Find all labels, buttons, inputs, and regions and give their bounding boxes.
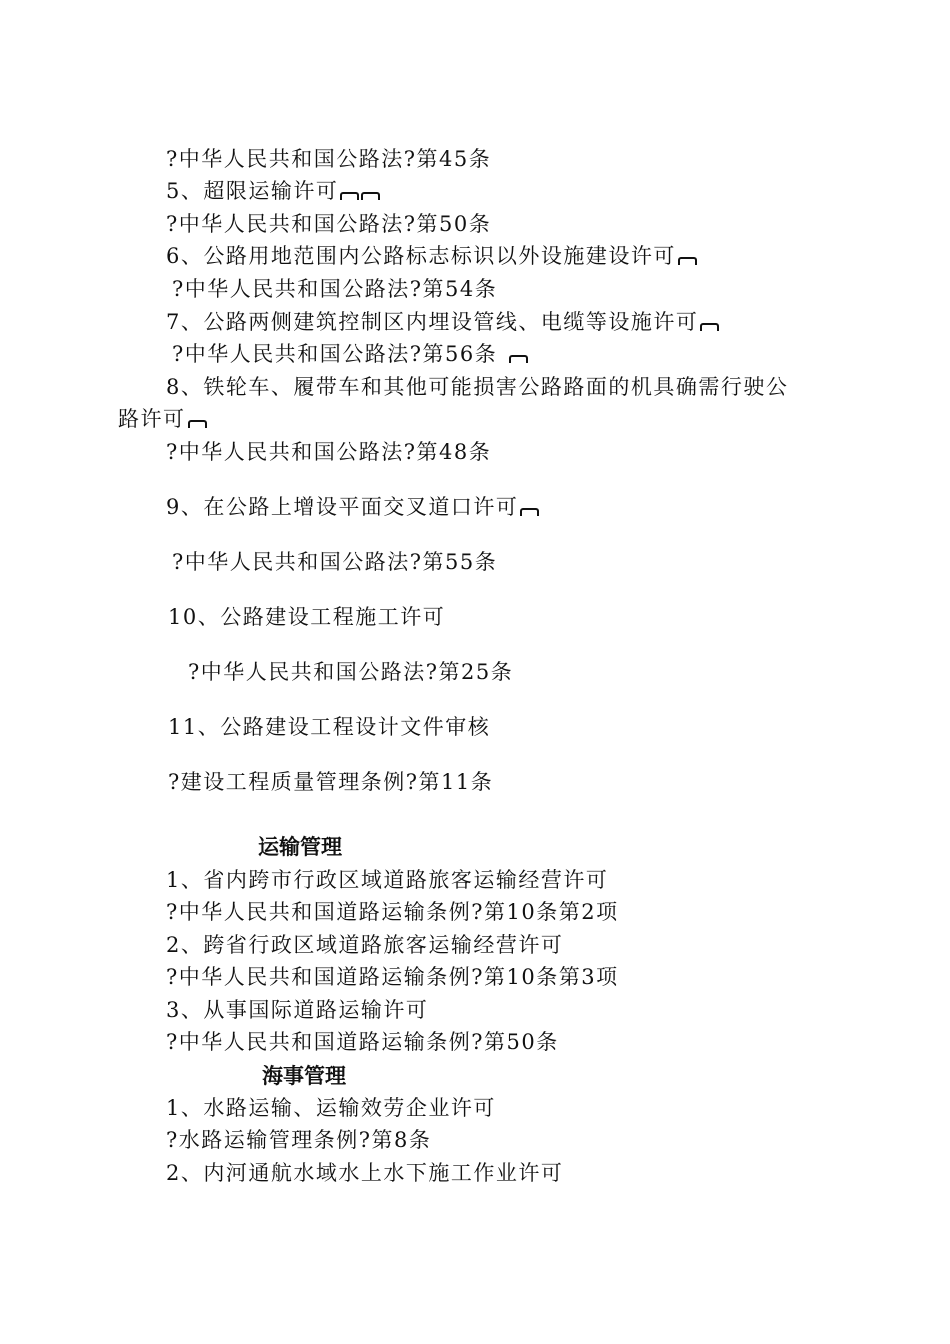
permit-item: 1、水路运输、运输效劳企业许可 bbox=[166, 1096, 496, 1120]
law-reference bbox=[166, 145, 491, 173]
line-text: ?中华人民共和国公路法?第55条 bbox=[172, 550, 498, 574]
law-reference bbox=[188, 658, 513, 686]
line-text: ?中华人民共和国公路法?第25条 bbox=[188, 660, 514, 684]
permit-item bbox=[168, 713, 490, 741]
permit-item bbox=[166, 493, 539, 521]
line-text: 9、在公路上增设平面交叉道口许可 bbox=[166, 495, 519, 519]
law-reference bbox=[172, 275, 497, 303]
bracket-mark-icon bbox=[520, 508, 539, 516]
bracket-mark-icon bbox=[678, 257, 697, 265]
bracket-mark-icon bbox=[340, 192, 359, 200]
permit-item bbox=[166, 373, 788, 401]
section-heading-maritime: 海事管理 bbox=[262, 1064, 346, 1088]
law-reference bbox=[172, 548, 497, 576]
permit-item bbox=[168, 603, 445, 631]
line-text: ?建设工程质量管理条例?第11条 bbox=[168, 770, 494, 794]
permit-item bbox=[166, 308, 719, 336]
line-text: ?中华人民共和国公路法?第54条 bbox=[172, 277, 498, 301]
line-text: 7、公路两侧建筑控制区内埋设管线、电缆等设施许可 bbox=[166, 310, 699, 334]
law-reference: ?中华人民共和国道路运输条例?第50条 bbox=[166, 1030, 559, 1054]
line-text: ?中华人民共和国公路法?第56条 bbox=[172, 342, 498, 366]
law-reference bbox=[166, 210, 491, 238]
permit-item-continued bbox=[118, 405, 207, 433]
law-reference: ?中华人民共和国道路运输条例?第10条第2项 bbox=[166, 900, 619, 924]
permit-item bbox=[166, 177, 380, 205]
line-text: 11、公路建设工程设计文件审核 bbox=[168, 715, 491, 739]
line-text: 10、公路建设工程施工许可 bbox=[168, 605, 446, 629]
law-reference: ?水路运输管理条例?第8条 bbox=[166, 1128, 432, 1152]
permit-item bbox=[166, 242, 697, 270]
bracket-mark-icon bbox=[509, 355, 528, 363]
bracket-mark-icon bbox=[700, 323, 719, 331]
permit-item: 2、内河通航水域水上水下施工作业许可 bbox=[166, 1161, 564, 1185]
law-reference bbox=[168, 768, 493, 796]
law-reference bbox=[172, 340, 528, 368]
permit-item: 2、跨省行政区域道路旅客运输经营许可 bbox=[166, 933, 564, 957]
line-text: 6、公路用地范围内公路标志标识以外设施建设许可 bbox=[166, 244, 676, 268]
line-text: ?中华人民共和国公路法?第45条 bbox=[166, 147, 492, 171]
section-heading-transport: 运输管理 bbox=[258, 835, 342, 859]
line-text: ?中华人民共和国公路法?第48条 bbox=[166, 440, 492, 464]
law-reference: ?中华人民共和国道路运输条例?第10条第3项 bbox=[166, 965, 619, 989]
line-text: 8、铁轮车、履带车和其他可能损害公路路面的机具确需行驶公 bbox=[166, 375, 789, 399]
bracket-mark-icon bbox=[188, 420, 207, 428]
bracket-mark-icon bbox=[361, 192, 380, 200]
law-reference bbox=[166, 438, 491, 466]
permit-item: 1、省内跨市行政区域道路旅客运输经营许可 bbox=[166, 868, 609, 892]
line-text: 5、超限运输许可 bbox=[166, 179, 339, 203]
line-text: ?中华人民共和国公路法?第50条 bbox=[166, 212, 492, 236]
line-text: 路许可 bbox=[118, 407, 186, 431]
permit-item: 3、从事国际道路运输许可 bbox=[166, 998, 429, 1022]
